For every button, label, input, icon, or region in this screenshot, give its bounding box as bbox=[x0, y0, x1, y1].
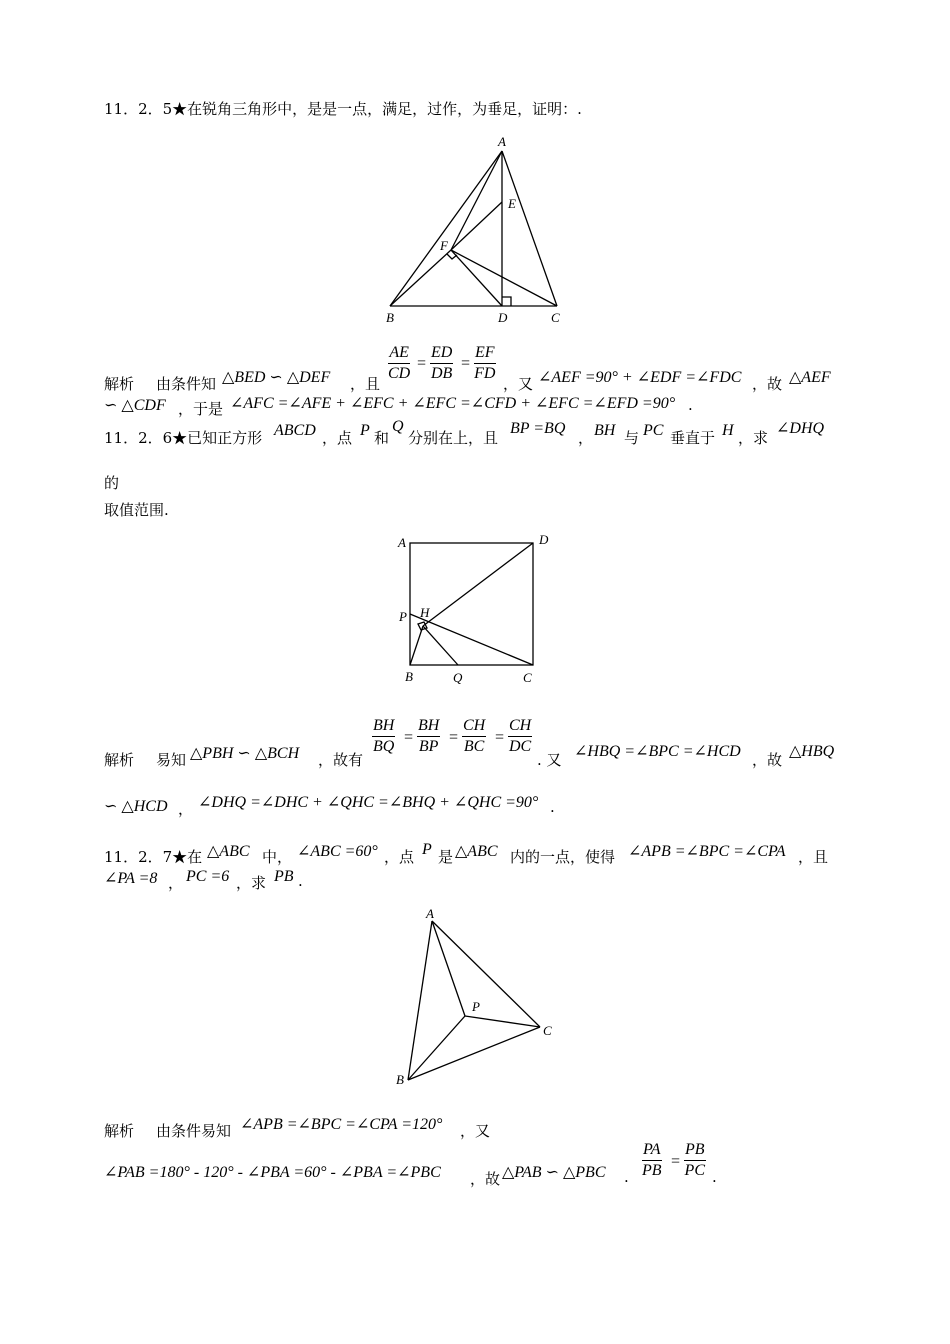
equals-sign: = bbox=[670, 1153, 681, 1170]
solution-1-similarity: △BED ∽ △DEF bbox=[222, 369, 331, 386]
segment-FD bbox=[451, 250, 502, 306]
solution-2-triangle-hbq: △HBQ bbox=[789, 743, 835, 760]
label-E: E bbox=[508, 196, 516, 211]
label-P: P bbox=[399, 609, 407, 624]
solution-1-similar-cdf: ∽ △CDF bbox=[104, 397, 166, 414]
label-B: B bbox=[386, 310, 394, 325]
solution-3-angles-120: ∠APB =∠BPC =∠CPA =120° bbox=[240, 1116, 443, 1133]
segment-BC bbox=[408, 1027, 540, 1080]
problem-3-header-a: 11．2．7★在 bbox=[104, 848, 203, 866]
problem-2-header-c: ，点 bbox=[322, 429, 353, 447]
solution-2-label: 解析 bbox=[104, 751, 135, 769]
solution-1-label: 解析 bbox=[104, 375, 135, 393]
problem-2-header-k: 与 bbox=[624, 429, 640, 447]
solution-2-text-a: 易知 bbox=[156, 751, 187, 769]
label-B: B bbox=[396, 1072, 404, 1087]
solution-1-conclusion: ∠AFC =∠AFE + ∠EFC + ∠EFC =∠CFD + ∠EFC =∠EFD =90° bbox=[230, 395, 676, 412]
problem-3-header-e: ，点 bbox=[384, 848, 415, 866]
period: . bbox=[298, 872, 303, 890]
solution-2-similarity: △PBH ∽ △BCH bbox=[190, 745, 300, 762]
equals-sign: = bbox=[403, 729, 414, 746]
triangle-abc: △ABC bbox=[455, 843, 498, 860]
equals-sign: = bbox=[494, 729, 505, 746]
solution-3-text-a: 由条件易知 bbox=[156, 1122, 232, 1140]
solution-2-text-f: ，故 bbox=[752, 751, 783, 769]
label-C: C bbox=[523, 670, 532, 685]
period: . bbox=[550, 798, 555, 816]
solution-1-triangle-aef: △AEF bbox=[789, 369, 831, 386]
unknown-pb: PB bbox=[274, 868, 294, 885]
point-p: P bbox=[422, 841, 432, 858]
solution-3-fraction-2: $\frac{PB}{PC}$ bbox=[684, 1141, 705, 1179]
segment-AB bbox=[390, 151, 502, 306]
solution-2-similar-hcd: ∽ △HCD bbox=[104, 798, 168, 815]
solution-2-text-comma: ， bbox=[178, 800, 194, 818]
angle-abc-60: ∠ABC =60° bbox=[297, 843, 378, 860]
point-q: Q bbox=[392, 418, 404, 435]
segment-AC bbox=[502, 151, 557, 306]
solution-2-angle-eq: ∠HBQ =∠BPC =∠HCD bbox=[574, 743, 741, 760]
solution-1-fraction-1: $\frac{AE}{CD}$ bbox=[388, 344, 411, 382]
figure-3-triangle-with-point-p bbox=[390, 900, 570, 1092]
point-h: H bbox=[722, 422, 734, 439]
solution-2-fraction-2: $\frac{BH}{BP}$ bbox=[418, 717, 440, 755]
equals-sign: = bbox=[416, 355, 427, 372]
segment-BF bbox=[390, 250, 451, 306]
problem-1-header: 11．2．5★在锐角三角形中，是是一点，满足，过作，为垂足，证明：. bbox=[104, 100, 582, 118]
segment-pc: PC bbox=[643, 422, 664, 439]
problem-3-header-g: 是 bbox=[438, 848, 454, 866]
given-pa: ∠PA =8 bbox=[104, 870, 158, 887]
solution-1-text-yushi: ，于是 bbox=[178, 400, 224, 418]
solution-3-similarity: △PAB ∽ △PBC bbox=[502, 1164, 606, 1181]
problem-3-header-c: 中， bbox=[262, 848, 293, 866]
right-angle-mark-D bbox=[502, 297, 511, 306]
label-B: B bbox=[405, 669, 413, 684]
figure-1-acute-triangle bbox=[380, 130, 580, 330]
solution-1-angle-eq: ∠AEF =90° + ∠EDF =∠FDC bbox=[538, 369, 742, 386]
angle-dhq: ∠DHQ bbox=[776, 420, 825, 437]
problem-2-header-m: 垂直于 bbox=[670, 429, 716, 447]
segment-EF bbox=[451, 202, 502, 250]
problem-2-header-e: 和 bbox=[374, 429, 390, 447]
problem-2-header-o: ，求 bbox=[738, 429, 769, 447]
label-C: C bbox=[543, 1023, 552, 1038]
solution-2-fraction-1: $\frac{BH}{BQ}$ bbox=[373, 717, 395, 755]
solution-1-fraction-3: $\frac{EF}{FD}$ bbox=[474, 344, 496, 382]
label-H: H bbox=[420, 605, 430, 620]
label-Q: Q bbox=[453, 670, 463, 685]
period: . bbox=[712, 1168, 717, 1186]
solution-1-fraction-2: $\frac{ED}{DB}$ bbox=[431, 344, 453, 382]
square-outline bbox=[410, 543, 533, 665]
problem-2-header-r: 取值范围. bbox=[104, 501, 169, 519]
period: . bbox=[624, 1168, 629, 1186]
segment-PC bbox=[465, 1016, 540, 1027]
figure-2-square bbox=[390, 528, 560, 688]
segment-CA bbox=[432, 921, 540, 1027]
segment-BD-through-H bbox=[423, 543, 533, 626]
eq-bp-bq: BP =BQ bbox=[510, 420, 566, 437]
triangle-abc: △ABC bbox=[207, 843, 250, 860]
given-pc: PC =6 bbox=[186, 868, 230, 885]
label-P: P bbox=[472, 999, 480, 1014]
label-A: A bbox=[398, 535, 406, 550]
problem-3-header2-d: ，求 bbox=[236, 874, 267, 892]
solution-3-label: 解析 bbox=[104, 1122, 135, 1140]
label-D: D bbox=[539, 532, 549, 547]
label-A: A bbox=[498, 134, 506, 149]
segment-PA bbox=[432, 921, 465, 1016]
solution-1-text-c: ，且 bbox=[350, 375, 381, 393]
solution-1-text-d: ，又 bbox=[503, 375, 534, 393]
label-D: D bbox=[498, 310, 508, 325]
problem-3-header-i: 内的一点，使得 bbox=[510, 848, 616, 866]
solution-3-text-c: ，又 bbox=[460, 1122, 491, 1140]
problem-3-header-k: ，且 bbox=[798, 848, 829, 866]
segment-BH bbox=[410, 626, 423, 665]
label-A: A bbox=[426, 906, 434, 921]
segment-AF bbox=[451, 151, 502, 250]
solution-3-text-gu: ，故 bbox=[470, 1170, 501, 1188]
problem-3-header2-b: ， bbox=[168, 874, 184, 892]
equals-sign: = bbox=[448, 729, 459, 746]
problem-2-header-g: 分别在上，且 bbox=[408, 429, 499, 447]
period: . bbox=[688, 396, 693, 414]
point-p: P bbox=[360, 422, 370, 439]
solution-2-text-d: . 又 bbox=[537, 751, 562, 769]
square-abcd: ABCD bbox=[274, 422, 316, 439]
solution-3-fraction-1: $\frac{PA}{PB}$ bbox=[642, 1141, 662, 1179]
problem-2-header-a: 11．2．6★已知正方形 bbox=[104, 429, 263, 447]
angle-equal-condition: ∠APB =∠BPC =∠CPA bbox=[628, 843, 786, 860]
label-F: F bbox=[440, 238, 448, 253]
solution-1-text-f: ，故 bbox=[752, 375, 783, 393]
solution-2-conclusion: ∠DHQ =∠DHC + ∠QHC =∠BHQ + ∠QHC =90° bbox=[198, 794, 539, 811]
solution-2-fraction-3: $\frac{CH}{BC}$ bbox=[463, 717, 486, 755]
segment-PC bbox=[410, 614, 533, 665]
solution-2-text-c: ，故有 bbox=[318, 751, 364, 769]
equals-sign: = bbox=[460, 355, 471, 372]
solution-1-text-a: 由条件知 bbox=[156, 375, 217, 393]
label-C: C bbox=[551, 310, 560, 325]
segment-bh: BH bbox=[594, 422, 616, 439]
problem-2-header-q: 的 bbox=[104, 474, 120, 492]
solution-3-angle-derivation: ∠PAB =180° - 120° - ∠PBA =60° - ∠PBA =∠PBC bbox=[104, 1164, 441, 1181]
solution-2-fraction-4: $\frac{CH}{DC}$ bbox=[509, 717, 532, 755]
problem-2-header-i: ， bbox=[578, 429, 594, 447]
